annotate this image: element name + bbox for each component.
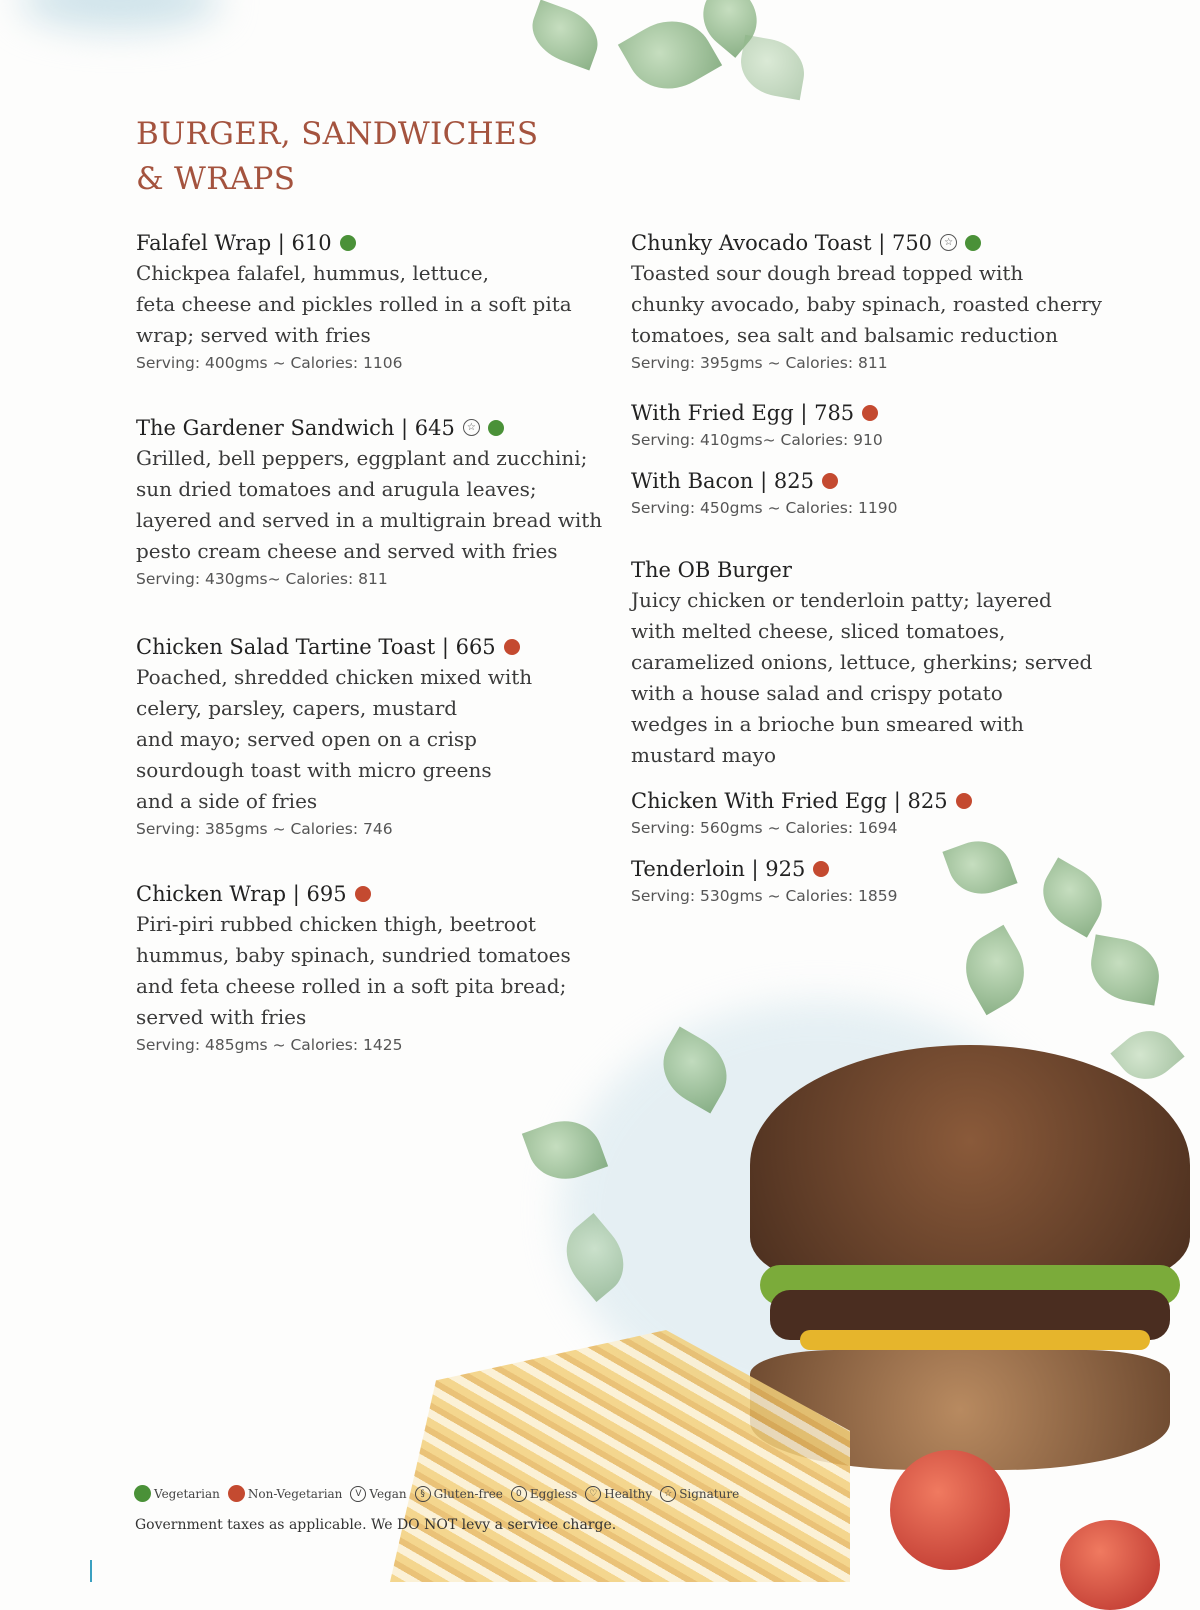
menu-item-title: [631, 466, 1121, 496]
legend-item-healthy: [585, 1486, 652, 1502]
menu-item-chicken-with-fried-egg: [631, 786, 1121, 838]
serving-calories: Serving: 560gms ~ Calories: 1694: [631, 819, 898, 837]
menu-item-description: [136, 662, 626, 817]
legend-label: Eggless: [529, 1486, 578, 1501]
description-line: served with fries: [136, 1005, 307, 1029]
tax-note: Government taxes as applicable. We DO NOT levy a service charge.: [135, 1517, 617, 1533]
menu-item-name-price: Chicken Wrap | 695: [136, 882, 347, 906]
description-line: Juicy chicken or tenderloin patty; layered: [631, 588, 1052, 612]
menu-item-chicken-wrap: [136, 879, 626, 1055]
section-title-line: & WRAPS: [136, 161, 296, 197]
description-line: hummus, baby spinach, sundried tomatoes: [136, 943, 571, 967]
menu-item-the-ob-burger: [631, 555, 1121, 771]
menu-item-tenderloin: [631, 854, 1121, 906]
serving-calories: Serving: 395gms ~ Calories: 811: [631, 354, 888, 372]
signature-icon: ☆: [940, 234, 957, 251]
description-line: with melted cheese, sliced tomatoes,: [631, 619, 1006, 643]
menu-item-name-price: With Fried Egg | 785: [631, 401, 855, 425]
menu-item-title: [631, 228, 1121, 258]
vegetarian-dot-icon: [965, 235, 981, 251]
non-vegetarian-dot-icon: [355, 886, 371, 902]
menu-item-chicken-salad-tartine-toast: [136, 632, 626, 839]
vegan-icon: V: [350, 1486, 366, 1502]
eggless-icon: 0: [511, 1486, 527, 1502]
serving-calories: Serving: 385gms ~ Calories: 746: [136, 820, 393, 838]
legend-label: Gluten-free: [433, 1486, 503, 1501]
menu-item-name-price: Chicken With Fried Egg | 825: [631, 789, 948, 813]
menu-item-with-fried-egg: [631, 398, 1121, 450]
menu-item-name-price: Chunky Avocado Toast | 750: [631, 231, 933, 255]
legend-item-signature: [660, 1486, 739, 1502]
description-line: with a house salad and crispy potato: [631, 681, 1003, 705]
gluten-free-icon: §: [415, 1486, 431, 1502]
legend-label: Signature: [679, 1486, 740, 1501]
legend-item-non-vegetarian: [228, 1485, 343, 1502]
menu-item-the-gardener-sandwich: [136, 413, 626, 589]
description-line: sun dried tomatoes and arugula leaves;: [136, 477, 537, 501]
section-title-line: BURGER, SANDWICHES: [136, 116, 539, 152]
description-line: chunky avocado, baby spinach, roasted cherry: [631, 292, 1102, 316]
serving-calories: Serving: 485gms ~ Calories: 1425: [136, 1036, 403, 1054]
tomato-illustration: [890, 1450, 1010, 1570]
menu-item-description: [136, 909, 626, 1033]
menu-item-description: [631, 258, 1121, 351]
legend-item-eggless: [511, 1486, 577, 1502]
menu-item-description: [136, 258, 626, 351]
non-vegetarian-dot-icon: [228, 1485, 245, 1502]
description-line: sourdough toast with micro greens: [136, 758, 492, 782]
menu-item-title: [631, 398, 1121, 428]
menu-item-chunky-avocado-toast: [631, 228, 1121, 373]
legend-item-vegan: [350, 1486, 406, 1502]
menu-item-title: [136, 632, 626, 662]
legend-label: Non-Vegetarian: [247, 1486, 343, 1501]
description-line: caramelized onions, lettuce, gherkins; served: [631, 650, 1093, 674]
menu-item-name-price: Tenderloin | 925: [631, 857, 806, 881]
description-line: celery, parsley, capers, mustard: [136, 696, 458, 720]
description-line: tomatoes, sea salt and balsamic reduction: [631, 323, 1059, 347]
menu-item-falafel-wrap: [136, 228, 626, 373]
section-title: [136, 112, 538, 202]
description-line: feta cheese and pickles rolled in a soft pita: [136, 292, 572, 316]
menu-item-title: [631, 786, 1121, 816]
non-vegetarian-dot-icon: [862, 405, 878, 421]
menu-item-description: [136, 443, 626, 567]
serving-calories: Serving: 530gms ~ Calories: 1859: [631, 887, 898, 905]
non-vegetarian-dot-icon: [956, 793, 972, 809]
menu-item-title: [136, 879, 626, 909]
page-edge-marker: [90, 1560, 92, 1582]
description-line: Piri-piri rubbed chicken thigh, beetroot: [136, 912, 536, 936]
menu-item-name-price: With Bacon | 825: [631, 469, 814, 493]
legend-label: Vegetarian: [154, 1486, 220, 1501]
serving-calories: Serving: 400gms ~ Calories: 1106: [136, 354, 403, 372]
description-line: and a side of fries: [136, 789, 318, 813]
serving-calories: Serving: 450gms ~ Calories: 1190: [631, 499, 898, 517]
vegetarian-dot-icon: [134, 1485, 151, 1502]
menu-item-title: [136, 228, 626, 258]
menu-item-title: [136, 413, 626, 443]
description-line: and feta cheese rolled in a soft pita bread;: [136, 974, 567, 998]
signature-icon: ☆: [463, 419, 480, 436]
legend-item-gluten-free: [415, 1486, 503, 1502]
legend-label: Healthy: [604, 1486, 653, 1501]
description-line: pesto cream cheese and served with fries: [136, 539, 558, 563]
menu-item-name-price: Chicken Salad Tartine Toast | 665: [136, 635, 496, 659]
description-line: wedges in a brioche bun smeared with: [631, 712, 1024, 736]
vegetarian-dot-icon: [340, 235, 356, 251]
non-vegetarian-dot-icon: [822, 473, 838, 489]
menu-item-title: [631, 854, 1121, 884]
menu-item-with-bacon: [631, 466, 1121, 518]
legend-label: Vegan: [369, 1486, 407, 1501]
watercolor-wash-top-left: [20, 0, 220, 30]
description-line: wrap; served with fries: [136, 323, 371, 347]
dietary-legend: [134, 1485, 743, 1502]
description-line: mustard mayo: [631, 743, 777, 767]
signature-icon: ☆: [660, 1486, 676, 1502]
menu-item-title: [631, 555, 1121, 585]
healthy-icon: ♡: [585, 1486, 601, 1502]
description-line: Chickpea falafel, hummus, lettuce,: [136, 261, 489, 285]
tomato-illustration: [1060, 1520, 1160, 1610]
serving-calories: Serving: 430gms~ Calories: 811: [136, 570, 388, 588]
menu-item-name-price: The Gardener Sandwich | 645: [136, 416, 455, 440]
description-line: Poached, shredded chicken mixed with: [136, 665, 533, 689]
non-vegetarian-dot-icon: [813, 861, 829, 877]
serving-calories: Serving: 410gms~ Calories: 910: [631, 431, 883, 449]
menu-item-name-price: Falafel Wrap | 610: [136, 231, 332, 255]
menu-item-description: [631, 585, 1121, 771]
non-vegetarian-dot-icon: [504, 639, 520, 655]
description-line: Toasted sour dough bread topped with: [631, 261, 1024, 285]
vegetarian-dot-icon: [488, 420, 504, 436]
description-line: layered and served in a multigrain bread with: [136, 508, 603, 532]
menu-item-name-price: The OB Burger: [631, 558, 792, 582]
description-line: Grilled, bell peppers, eggplant and zucchini;: [136, 446, 588, 470]
description-line: and mayo; served open on a crisp: [136, 727, 477, 751]
legend-item-vegetarian: [134, 1485, 220, 1502]
